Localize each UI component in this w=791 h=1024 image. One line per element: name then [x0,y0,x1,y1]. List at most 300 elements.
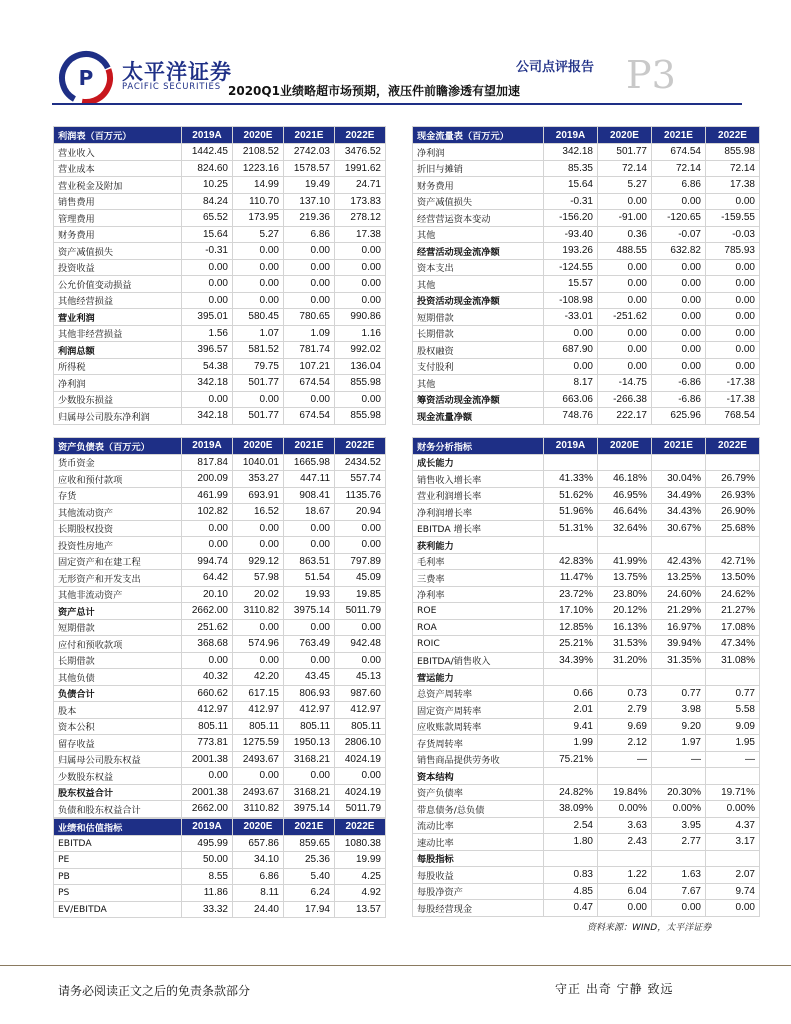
cell-value: 1.99 [544,735,598,752]
row-label: ROIC [413,636,544,653]
cell-value: 4.92 [335,885,386,902]
row-label: 应收和预付款项 [54,471,182,488]
cell-value: 173.95 [233,210,284,227]
cell-value: 42.83% [544,553,598,570]
row-label: 其他负债 [54,669,182,686]
cell-value: 773.81 [182,735,233,752]
cell-value: 25.36 [284,852,335,869]
row-label: EBITDA 增长率 [413,520,544,537]
cell-value: 0.00 [335,276,386,293]
row-label: 归属母公司股东权益 [54,751,182,768]
cell-value: 0.00 [233,259,284,276]
row-label: 财务费用 [413,177,544,194]
cell-value: 42.43% [652,553,706,570]
row-label: 净利润 [54,375,182,392]
cell-value: 1.16 [335,325,386,342]
year-header: 2019A [182,818,233,835]
report-subtitle: 2020Q1业绩略超市场预期，液压件前瞻渗透有望加速 [228,84,520,98]
cell-value: 617.15 [233,685,284,702]
cell-value: -0.07 [652,226,706,243]
cell-value: 219.36 [284,210,335,227]
cell-value: 40.32 [182,669,233,686]
row-label: 净利率 [413,586,544,603]
row-label: 股权融资 [413,342,544,359]
row-label: 流动比率 [413,817,544,834]
row-label: 所得税 [54,358,182,375]
cell-value: 0.00% [652,801,706,818]
cell-value: 17.38 [335,226,386,243]
cell-value: 1080.38 [335,835,386,852]
table-row [54,718,386,735]
cell-value: 64.42 [182,570,233,587]
table-row [413,160,760,177]
row-label: 投资收益 [54,259,182,276]
footer-divider [0,965,791,966]
cell-value: 17.10% [544,603,598,620]
cell-value: 785.93 [706,243,760,260]
balance-sheet-table [53,437,386,818]
cell-value: 31.53% [598,636,652,653]
cell-value: 0.00 [652,276,706,293]
cell-value: 855.98 [335,375,386,392]
cell-value: 2742.03 [284,144,335,161]
cell-value: 6.86 [652,177,706,194]
cell-value: 15.64 [544,177,598,194]
company-motto: 守正 出奇 宁静 致远 [555,982,674,996]
year-header: 2019A [182,437,233,454]
cell-value [652,454,706,471]
table-row [54,751,386,768]
cell-value: 863.51 [284,553,335,570]
cell-value: 33.32 [182,901,233,918]
cell-value: 0.00 [706,193,760,210]
cell-value: 42.71% [706,553,760,570]
cell-value: 72.14 [706,160,760,177]
year-header: 2021E [284,818,335,835]
cell-value: 805.11 [233,718,284,735]
cell-value: 855.98 [335,408,386,425]
table-row [413,784,760,801]
table-row [54,586,386,603]
cell-value: 222.17 [598,408,652,425]
income-header-row [54,127,386,144]
cell-value: 1665.98 [284,454,335,471]
cell-value: 2.54 [544,817,598,834]
cell-value [652,537,706,554]
cell-value: 574.96 [233,636,284,653]
table-row [413,210,760,227]
cell-value: 41.33% [544,471,598,488]
cell-value: 3168.21 [284,784,335,801]
cell-value: 0.00 [182,520,233,537]
year-header: 2022E [335,127,386,144]
row-label: 固定资产和在建工程 [54,553,182,570]
cell-value: 26.79% [706,471,760,488]
cell-value: 72.14 [652,160,706,177]
table-row [54,669,386,686]
cell-value: 0.00 [598,292,652,309]
cell-value: 488.55 [598,243,652,260]
cell-value: 0.00 [284,619,335,636]
cell-value: 663.06 [544,391,598,408]
cell-value: 6.86 [284,226,335,243]
table-row [54,619,386,636]
cell-value: 1442.45 [182,144,233,161]
brand-name-en: PACIFIC SECURITIES [122,82,221,92]
cell-value: 0.00 [598,342,652,359]
cell-value: 34.39% [544,652,598,669]
row-label: 股本 [54,702,182,719]
row-label: 每股指标 [413,850,544,867]
table-row [54,193,386,210]
cell-value: 8.17 [544,375,598,392]
cell-value: -251.62 [598,309,652,326]
valuation-header-row [54,818,386,835]
row-label: 长期借款 [413,325,544,342]
cell-value: 768.54 [706,408,760,425]
cell-value: 3975.14 [284,801,335,818]
cell-value: 19.85 [335,586,386,603]
table-row [54,570,386,587]
table-row [413,883,760,900]
cell-value: 23.72% [544,586,598,603]
cell-value: 625.96 [652,408,706,425]
row-label: EBITDA/销售收入 [413,652,544,669]
cell-value: 2.01 [544,702,598,719]
cell-value: 85.35 [544,160,598,177]
row-label: 其他 [413,375,544,392]
cell-value: 0.00 [233,520,284,537]
row-label: EBITDA [54,835,182,852]
table-row [413,850,760,867]
financial-ratios-table [412,437,760,917]
row-label: 经营营运资本变动 [413,210,544,227]
cell-value: 0.00 [335,652,386,669]
row-label: 其他流动资产 [54,504,182,521]
table-row [413,342,760,359]
cell-value: -156.20 [544,210,598,227]
cell-value: 9.41 [544,718,598,735]
table-row [413,487,760,504]
cell-value: 102.82 [182,504,233,521]
row-label: 资本支出 [413,259,544,276]
cell-value: 0.00 [598,193,652,210]
cell-value: 278.12 [335,210,386,227]
cell-value: 72.14 [598,160,652,177]
cell-value [544,537,598,554]
cell-value [706,850,760,867]
table-row [413,144,760,161]
cell-value: 994.74 [182,553,233,570]
row-label: 少数股东损益 [54,391,182,408]
table-row [413,553,760,570]
cell-value: 0.00 [706,900,760,917]
table-row [413,801,760,818]
cell-value [544,669,598,686]
cell-value: 4.85 [544,883,598,900]
cell-value: 396.57 [182,342,233,359]
valuation-table [53,818,386,919]
cell-value: 19.93 [284,586,335,603]
cell-value: 0.00 [544,358,598,375]
table-row [54,342,386,359]
cell-value: 0.00 [335,292,386,309]
cell-value: 0.00 [233,537,284,554]
cell-value: 20.94 [335,504,386,521]
row-label: 销售收入增长率 [413,471,544,488]
row-label: 存货周转率 [413,735,544,752]
table-row [54,702,386,719]
cell-value: 1040.01 [233,454,284,471]
cell-value: 817.84 [182,454,233,471]
table-row [413,619,760,636]
cell-value: 31.35% [652,652,706,669]
cell-value: 2108.52 [233,144,284,161]
table-row [413,817,760,834]
cell-value: 0.00 [706,342,760,359]
cell-value: 9.74 [706,883,760,900]
cell-value: 20.10 [182,586,233,603]
table-row [54,276,386,293]
cell-value [598,850,652,867]
row-label: 现金流量净额 [413,408,544,425]
table-row [54,375,386,392]
cell-value: 57.98 [233,570,284,587]
cell-value: 0.00 [284,391,335,408]
table-row [54,636,386,653]
table-row [413,391,760,408]
cell-value: 26.90% [706,504,760,521]
cell-value: 13.50% [706,570,760,587]
cell-value: 13.57 [335,901,386,918]
cell-value: 1.95 [706,735,760,752]
table-row [54,504,386,521]
cell-value: 0.00 [598,900,652,917]
cell-value: 805.11 [284,718,335,735]
cell-value: -17.38 [706,375,760,392]
table-row [54,177,386,194]
cell-value: 806.93 [284,685,335,702]
table-row [413,243,760,260]
table-row [413,358,760,375]
cell-value: 2001.38 [182,784,233,801]
cell-value: 0.00 [706,259,760,276]
table-row [54,885,386,902]
row-label: 存货 [54,487,182,504]
row-label: 应收账款周转率 [413,718,544,735]
cell-value: 0.00 [233,652,284,669]
table-row [54,852,386,869]
cell-value: 2.79 [598,702,652,719]
cell-value: 0.00 [706,309,760,326]
cell-value: 0.00 [598,259,652,276]
cell-value: 5011.79 [335,801,386,818]
row-label: 净利润增长率 [413,504,544,521]
cell-value: 51.62% [544,487,598,504]
cell-value: 412.97 [284,702,335,719]
cell-value: 0.00 [652,292,706,309]
cell-value: 674.54 [652,144,706,161]
cell-value: 0.00 [182,537,233,554]
row-label: PE [54,852,182,869]
cell-value: 23.80% [598,586,652,603]
cell-value: 3110.82 [233,603,284,620]
row-label: 其他非经营损益 [54,325,182,342]
cell-value: 0.47 [544,900,598,917]
cell-value: 412.97 [182,702,233,719]
row-label: 每股净资产 [413,883,544,900]
cell-value: 0.00 [652,342,706,359]
cell-value: 693.91 [233,487,284,504]
cell-value: 45.13 [335,669,386,686]
cell-value: 0.00 [652,309,706,326]
cell-value: 54.38 [182,358,233,375]
cell-value: 51.96% [544,504,598,521]
cell-value: 0.00 [652,193,706,210]
row-label: 长期股权投资 [54,520,182,537]
cell-value: 50.00 [182,852,233,869]
cell-value: 660.62 [182,685,233,702]
row-label: ROA [413,619,544,636]
brand-name-cn: 太平洋证券 [122,60,232,84]
cell-value: 193.26 [544,243,598,260]
balance-header-row [54,437,386,454]
row-label: 支付股利 [413,358,544,375]
row-label: 少数股东权益 [54,768,182,785]
cell-value [544,454,598,471]
left-column [53,126,386,918]
cell-value: 11.86 [182,885,233,902]
row-label: 销售费用 [54,193,182,210]
table-row [413,259,760,276]
cell-value: 7.67 [652,883,706,900]
table-row [54,901,386,918]
cell-value: 110.70 [233,193,284,210]
cell-value: 2662.00 [182,801,233,818]
cell-value: 34.10 [233,852,284,869]
cell-value: -266.38 [598,391,652,408]
cell-value: 908.41 [284,487,335,504]
pacific-securities-logo-icon [58,50,114,106]
cell-value: 46.18% [598,471,652,488]
cell-value: 32.64% [598,520,652,537]
row-label: 三费率 [413,570,544,587]
cell-value [598,454,652,471]
table-row [54,243,386,260]
row-label: 总资产周转率 [413,685,544,702]
row-label: 短期借款 [54,619,182,636]
cell-value: -17.38 [706,391,760,408]
cell-value: 0.00 [284,652,335,669]
cell-value: 9.09 [706,718,760,735]
cell-value: 1.97 [652,735,706,752]
cell-value: 0.00 [182,768,233,785]
income-statement-table [53,126,386,425]
table-row [54,454,386,471]
row-label: 投资活动现金流净额 [413,292,544,309]
cell-value: 1.07 [233,325,284,342]
row-label: 固定资产周转率 [413,702,544,719]
cell-value: 30.04% [652,471,706,488]
cell-value: 0.66 [544,685,598,702]
cell-value: 0.00 [284,520,335,537]
cell-value: 75.21% [544,751,598,768]
table-row [413,685,760,702]
cell-value: 3.17 [706,834,760,851]
cell-value: — [706,751,760,768]
cell-value: 1991.62 [335,160,386,177]
table-row [413,570,760,587]
cell-value: 2806.10 [335,735,386,752]
disclaimer-text: 请务必阅读正文之后的免责条款部分 [58,984,251,998]
table-row [54,391,386,408]
table-row [54,603,386,620]
year-header: 2019A [544,437,598,454]
cell-value: 2493.67 [233,784,284,801]
cell-value: 0.00 [182,652,233,669]
table-row [413,900,760,917]
cell-value: 8.11 [233,885,284,902]
row-label: EV/EBITDA [54,901,182,918]
cell-value: 15.57 [544,276,598,293]
cell-value: 501.77 [233,375,284,392]
table-row [54,292,386,309]
cell-value: 0.00 [335,520,386,537]
cell-value: 342.18 [544,144,598,161]
cell-value: 6.86 [233,868,284,885]
year-header: 2019A [182,127,233,144]
year-header: 2022E [335,818,386,835]
cell-value: 0.00 [652,325,706,342]
cell-value: 0.00 [233,243,284,260]
cell-value: 0.00 [284,292,335,309]
cell-value: 5.27 [233,226,284,243]
table-row [413,177,760,194]
row-label: 短期借款 [413,309,544,326]
table-row [413,504,760,521]
cell-value: -0.03 [706,226,760,243]
cell-value [544,768,598,785]
cell-value: 79.75 [233,358,284,375]
table-row [54,768,386,785]
cell-value: — [652,751,706,768]
cell-value [706,454,760,471]
cell-value: 0.00 [233,276,284,293]
table-row [413,193,760,210]
cell-value: 805.11 [182,718,233,735]
row-label: ROE [413,603,544,620]
cell-value: 3168.21 [284,751,335,768]
row-label: 其他经营损益 [54,292,182,309]
year-header: 2021E [652,437,706,454]
row-label: 资产减值损失 [413,193,544,210]
row-label: 成长能力 [413,454,544,471]
row-label: 财务费用 [54,226,182,243]
cell-value: 859.65 [284,835,335,852]
cell-value: 0.00 [706,292,760,309]
report-type: 公司点评报告 [516,60,595,75]
cell-value: 0.00 [598,276,652,293]
cell-value: 251.62 [182,619,233,636]
cell-value: 17.08% [706,619,760,636]
row-label: 每股经营现金 [413,900,544,917]
year-header: 2021E [284,437,335,454]
ratios-header-row [413,437,760,454]
table-row [413,768,760,785]
cashflow-header-row [413,127,760,144]
cell-value: 0.00 [335,537,386,554]
cell-value: 2434.52 [335,454,386,471]
